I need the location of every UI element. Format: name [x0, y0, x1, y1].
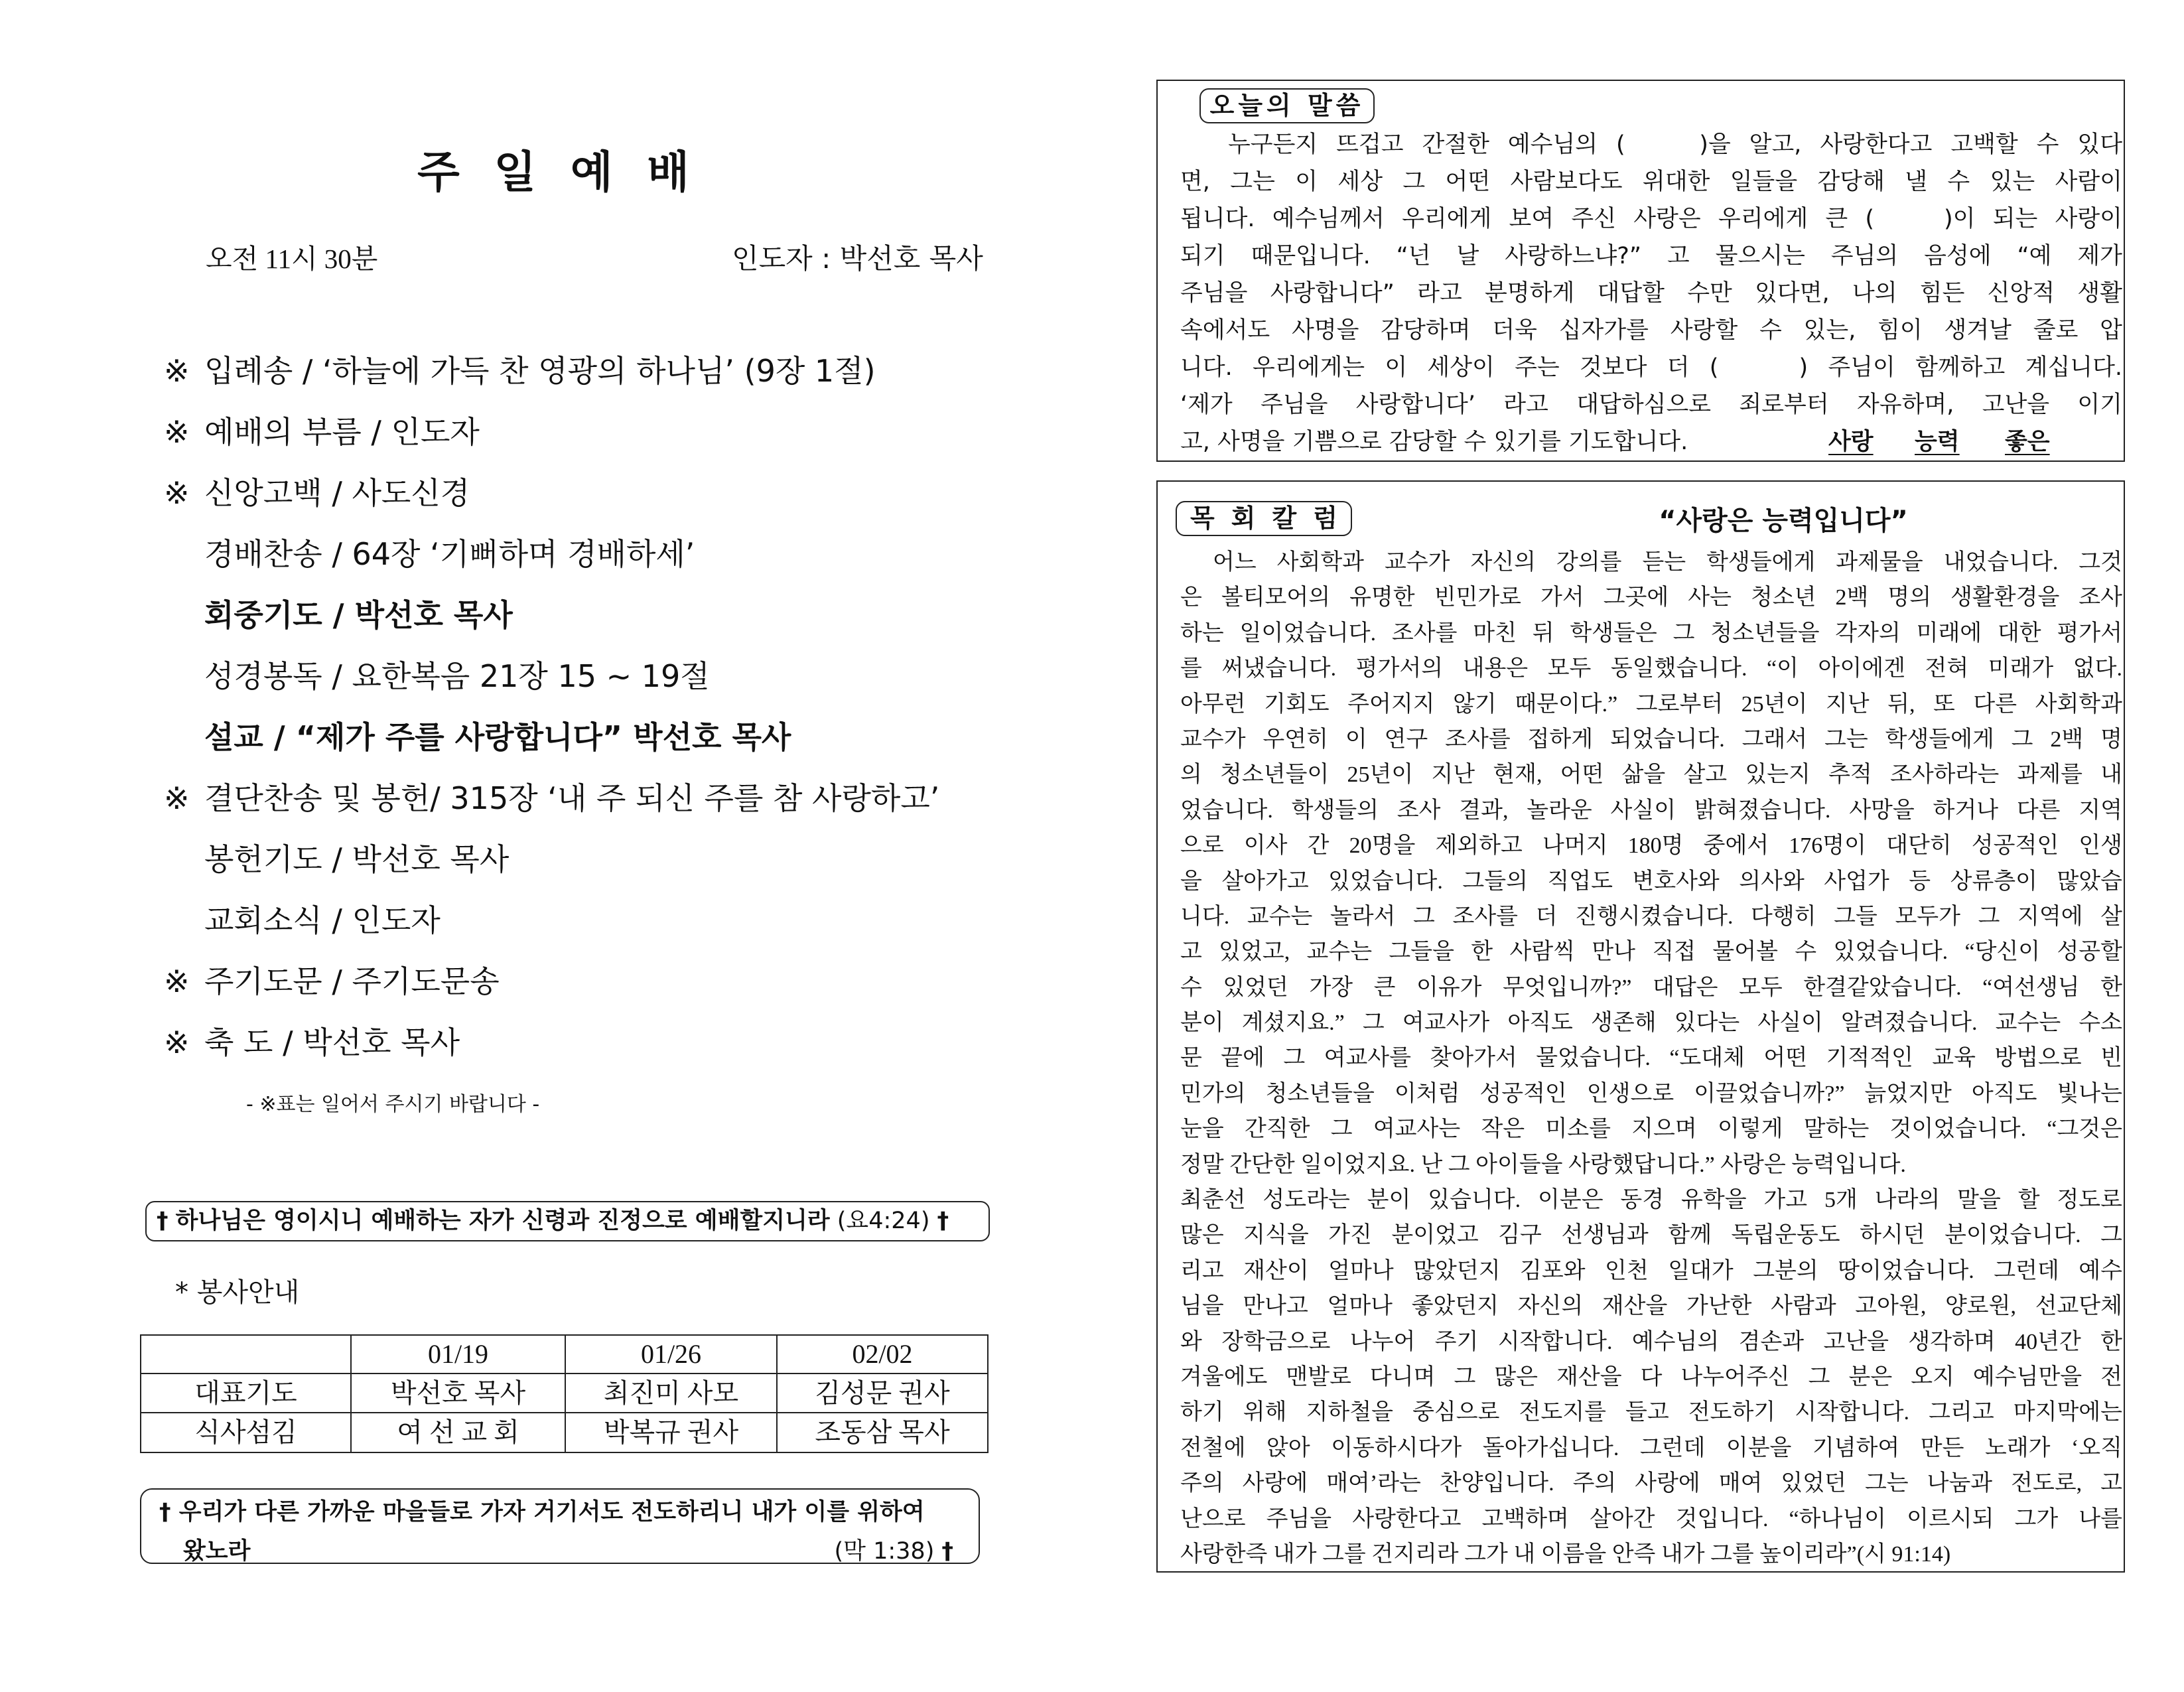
- standing-mark: ※: [164, 963, 190, 999]
- dagger-icon: †: [159, 1499, 171, 1525]
- standing-note: - ※표는 일어서 주시기 바랍니다 -: [246, 1093, 540, 1116]
- pastor-column-box: [1156, 480, 2125, 1573]
- standing-mark: ※: [164, 414, 190, 450]
- standing-mark: ※: [164, 475, 190, 511]
- order-item: [164, 340, 1093, 401]
- column-line: 하기 위해 지하철을 중심으로 전도지를 들고 전도하기 시작합니다. 그리고 마지막에는: [1180, 1400, 2122, 1425]
- todays-word-box: [1156, 80, 2125, 462]
- order-item: [164, 951, 1093, 1012]
- order-item: [164, 462, 1093, 524]
- table-header-row: [141, 1335, 988, 1374]
- column-line: 정말 간단한 일이었지요. 난 그 아이들을 사랑했답니다.” 사랑은 능력입니다.: [1180, 1152, 1906, 1177]
- column-line: 으로 이사 간 20명을 제외하고 나머지 180명 중에서 176명이 대단히 성공적인 인생: [1180, 833, 2122, 859]
- order-item: [164, 524, 1093, 585]
- order-item: [164, 768, 1093, 829]
- column-line: 고 있었고, 교수는 그들을 한 사람씩 만나 직접 물어볼 수 있었습니다. “당신이 성공할: [1180, 940, 2122, 965]
- column-line: 니다. 교수는 놀라서 그 조사를 더 진행시켰습니다. 다행히 그들 모두가 그 지역에 살: [1180, 904, 2122, 929]
- table-header-cell: [141, 1335, 351, 1374]
- word-line: 되기 때문입니다. “넌 날 사랑하느냐?” 고 물으시는 주님의 음성에 “예 제가: [1180, 243, 2122, 269]
- verse-line: [159, 1496, 925, 1529]
- word-line: 니다. 우리에게는 이 세상이 주는 것보다 더 ( ) 주님이 함께하고 계십니다.: [1180, 354, 2122, 381]
- answer-word: 능력: [1915, 429, 1960, 455]
- column-line: 민가의 청소년들을 이처럼 성공적인 인생으로 이끌었습니까?” 늙었지만 아직도 빛나는: [1180, 1081, 2122, 1106]
- answer-word: 좋은: [2005, 429, 2050, 455]
- standing-mark: ※: [164, 353, 190, 389]
- word-line-text: 고, 사명을 기쁨으로 감당할 수 있기를 기도합니다.: [1180, 429, 1688, 455]
- order-item-text: 입례송 / ‘하늘에 가득 찬 영광의 하나님’ (9장 1절): [204, 353, 876, 389]
- order-item: [164, 1012, 1093, 1073]
- order-item-text: 봉헌기도 / 박선호 목사: [204, 841, 510, 877]
- dagger-icon: †: [157, 1208, 169, 1234]
- service-table: [140, 1334, 989, 1453]
- table-cell: 식사섬김: [141, 1413, 351, 1452]
- column-line: 은 볼티모어의 유명한 빈민가로 가서 그곳에 사는 청소년 2백 명의 생활환경을 조사: [1180, 585, 2122, 610]
- column-line: 을 살아가고 있었습니다. 그들의 직업도 변호사와 의사와 사업가 등 상류층이 많았습: [1180, 869, 2122, 894]
- column-line: 하는 일이었습니다. 조사를 마친 뒤 학생들은 그 청소년들을 각자의 미래에 대한 평가서: [1180, 620, 2122, 646]
- verse-box-mark: [140, 1488, 980, 1564]
- order-item-text: 축 도 / 박선호 목사: [204, 1024, 460, 1060]
- order-item: [164, 829, 1093, 890]
- table-header-cell: 02/02: [777, 1335, 988, 1374]
- standing-mark: ※: [164, 1024, 190, 1060]
- column-heading: “사랑은 능력입니다”: [1659, 506, 1908, 536]
- column-line: 수 있었던 가장 큰 이유가 무엇입니까?” 대답은 모두 한결같았습니다. “여선생님 한: [1180, 975, 2122, 1000]
- column-line: 전철에 앉아 이동하시다가 돌아가십니다. 그런데 이분을 기념하여 만든 노래가 ‘오직: [1180, 1435, 2122, 1460]
- table-row: [141, 1413, 988, 1452]
- order-item: [164, 401, 1093, 462]
- word-line: 속에서도 사명을 감당하며 더욱 십자가를 사랑할 수 있는, 힘이 생겨날 줄로 압: [1180, 317, 2122, 344]
- table-cell: 조동삼 목사: [777, 1413, 988, 1452]
- column-line: 교수가 우연히 이 연구 조사를 접하게 되었습니다. 그래서 그는 학생들에게 그 2백 명: [1180, 727, 2122, 752]
- table-cell: 박복규 권사: [565, 1413, 777, 1452]
- service-leader: 인도자 : 박선호 목사: [732, 242, 983, 275]
- dagger-icon: †: [937, 1208, 949, 1234]
- todays-word-text: [1180, 126, 2122, 460]
- answer-word: 사랑: [1828, 429, 1874, 455]
- column-line: 와 장학금으로 나누어 주기 시작합니다. 예수님의 겸손과 고난을 생각하며 40년간 한: [1180, 1329, 2122, 1354]
- order-item: [164, 890, 1093, 951]
- verse-text: 하나님은 영이시니 예배하는 자가 신령과 진정으로 예배할지니라: [175, 1208, 830, 1234]
- column-line: 리고 재산이 얼마나 많았던지 김포와 인천 일대가 그분의 땅이었습니다. 그런데 예수: [1180, 1258, 2122, 1283]
- order-item-text: 교회소식 / 인도자: [204, 902, 441, 938]
- verse-text-continued: 왔노라: [183, 1538, 251, 1565]
- order-item-text: 경배찬송 / 64장 ‘기뻐하며 경배하세’: [204, 536, 695, 572]
- column-line: 었습니다. 학생들의 조사 결과, 놀라운 사실이 밝혀졌습니다. 사망을 하거나 다른 지역: [1180, 798, 2122, 823]
- order-item-text: 설교 / “제가 주를 사랑합니다” 박선호 목사: [204, 719, 791, 755]
- word-line: 됩니다. 예수님께서 우리에게 보여 주신 사랑은 우리에게 큰 ( )이 되는 사랑이: [1180, 206, 2122, 232]
- column-line: 님을 만나고 얼마나 좋았던지 자신의 재산을 가난한 사람과 고아원, 양로원, 선교단체: [1180, 1294, 2122, 1319]
- column-line: 눈을 간직한 그 여교사는 작은 미소를 지으며 이렇게 말하는 것이었습니다. “그것은: [1180, 1117, 2122, 1142]
- column-line: 문 끝에 그 여교사를 찾아가서 물었습니다. “도대체 어떤 기적적인 교육 방법으로 빈: [1180, 1046, 2122, 1071]
- table-row: [141, 1374, 988, 1413]
- todays-word-label: 오늘의 말씀: [1199, 88, 1375, 123]
- verse-reference-text: (막 1:38): [834, 1538, 935, 1565]
- order-of-worship: [164, 340, 1093, 1073]
- column-line: 겨울에도 맨발로 다니며 그 많은 재산을 다 나누어주신 그 분은 오지 예수님만을 전: [1180, 1364, 2122, 1389]
- column-line: 아무런 기회도 주어지지 않기 때문이다.” 그로부터 25년이 지난 뒤, 또 다른 사회학과: [1180, 691, 2122, 717]
- column-text: [1180, 545, 2122, 1572]
- order-item-text: 예배의 부름 / 인도자: [204, 414, 480, 450]
- order-item: [164, 707, 1093, 768]
- column-line: 를 써냈습니다. 평가서의 내용은 모두 동일했습니다. “이 아이에겐 전혀 미래가 없다.: [1180, 656, 2122, 681]
- table-header-cell: 01/19: [351, 1335, 565, 1374]
- table-header-cell: 01/26: [565, 1335, 777, 1374]
- standing-mark: ※: [164, 780, 190, 816]
- table-cell: 박선호 목사: [351, 1374, 565, 1413]
- order-item-text: 신앙고백 / 사도신경: [204, 475, 470, 511]
- verse-reference: (요4:24): [837, 1208, 930, 1234]
- word-line: [1180, 423, 2122, 460]
- pastor-column-label: 목 회 칼 럼: [1176, 501, 1352, 536]
- page-title: 주 일 예 배: [417, 147, 689, 198]
- service-heading: * 봉사안내: [175, 1277, 300, 1308]
- table-cell: 김성문 권사: [777, 1374, 988, 1413]
- verse-text: 우리가 다른 가까운 마을들로 가자 거기서도 전도하리니 내가 이를 위하여: [178, 1499, 925, 1525]
- column-line: 주의 사랑에 매여’라는 찬양입니다. 주의 사랑에 매여 있었던 그는 나눔과 전도로, 고: [1180, 1471, 2122, 1496]
- word-line: 면, 그는 이 세상 그 어떤 사람보다도 위대한 일들을 감당해 낼 수 있는 사람이: [1180, 169, 2122, 195]
- column-line: 사랑한즉 내가 그를 건지리라 그가 내 이름을 안즉 내가 그를 높이리라”(시 91:14): [1180, 1541, 1951, 1567]
- verse-box-john: [145, 1201, 990, 1241]
- column-line: 난으로 주님을 사랑한다고 고백하며 살아간 것입니다. “하나님이 이르시되 그가 나를: [1180, 1506, 2122, 1531]
- column-line: 의 청소년들이 25년이 지난 현재, 어떤 삶을 살고 있는지 추적 조사하라는 과제를 내: [1180, 762, 2122, 788]
- word-line: 누구든지 뜨겁고 간절한 예수님의 ( )을 알고, 사랑한다고 고백할 수 있다: [1228, 131, 2122, 158]
- service-time: 오전 11시 30분: [206, 244, 378, 274]
- dagger-icon: †: [941, 1538, 953, 1565]
- order-item: [164, 585, 1093, 646]
- column-line: 분이 계셨지요.” 그 여교사가 아직도 생존해 있다는 사실이 알려졌습니다. 교수는 수소: [1180, 1011, 2122, 1036]
- order-item-text: 주기도문 / 주기도문송: [204, 963, 500, 999]
- order-item: [164, 646, 1093, 707]
- column-line: 어느 사회학과 교수가 자신의 강의를 듣는 학생들에게 과제물을 내었습니다. 그것: [1213, 550, 2122, 575]
- table-cell: 대표기도: [141, 1374, 351, 1413]
- table-cell: 최진미 사모: [565, 1374, 777, 1413]
- order-item-text: 결단찬송 및 봉헌/ 315장 ‘내 주 되신 주를 참 사랑하고’: [204, 780, 940, 816]
- word-line: 주님을 사랑합니다” 라고 분명하게 대답할 수만 있다면, 나의 힘든 신앙적 생활: [1180, 280, 2122, 307]
- word-line: ‘제가 주님을 사랑합니다’ 라고 대답하심으로 죄로부터 자유하며, 고난을 이기: [1180, 391, 2122, 418]
- column-line: 많은 지식을 가진 분이었고 김구 선생님과 함께 독립운동도 하시던 분이었습니다. 그: [1180, 1223, 2122, 1248]
- order-item-text: 성경봉독 / 요한복음 21장 15 ~ 19절: [204, 658, 710, 694]
- order-item-text: 회중기도 / 박선호 목사: [204, 597, 513, 633]
- verse-reference: [835, 1535, 953, 1568]
- table-cell: 여 선 교 회: [351, 1413, 565, 1452]
- column-line: 최춘선 성도라는 분이 있습니다. 이분은 동경 유학을 가고 5개 나라의 말을 할 정도로: [1180, 1188, 2122, 1213]
